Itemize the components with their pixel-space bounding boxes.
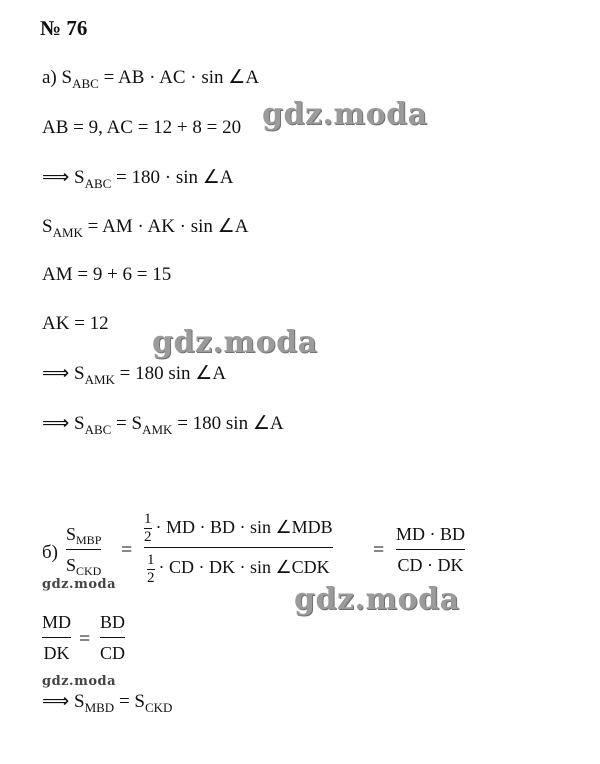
fraction-bar	[100, 637, 125, 638]
part-a-line-1: а) $S_{ABC}$ = AB · AC · sin ∠A	[42, 67, 260, 91]
part-a-line-2: AB = 9, AC = 12 + 8 = 20	[42, 117, 242, 138]
fraction-half-formula: $\frac{1}{2}$ · MD · BD · sin ∠MDB $\frac{1}{2}$ · CD · DK · sin ∠CDK	[144, 511, 333, 586]
watermark: gdz.moda	[262, 97, 428, 132]
fraction-area-ratio: $S_{MBP}$ $S_{CKD}$	[66, 524, 102, 578]
part-a-label: а)	[42, 67, 57, 88]
part-a-line-3: ⟹ $S_{ABC} = 180 \cdot \sin$ ∠A	[42, 167, 234, 191]
fraction-product-ratio: MD · BD CD · DK	[396, 524, 466, 575]
fraction-bar	[144, 547, 333, 548]
part-a-line-5: AM = 9 + 6 = 15	[42, 264, 172, 285]
equals-sign: =	[373, 539, 385, 561]
fraction-bar	[66, 549, 101, 550]
equals-sign: =	[79, 628, 91, 650]
fraction-md-dk: MD DK	[42, 612, 72, 663]
watermark: gdz.moda	[294, 582, 460, 617]
fraction-bd-cd: BD CD	[100, 612, 126, 663]
part-a-line-4: $S_{AMK}$ = AM · AK · sin ∠A	[42, 216, 249, 240]
problem-number: № 76	[40, 16, 88, 40]
watermark: gdz.moda	[152, 325, 318, 360]
part-a-line-7: ⟹ $S_{AMK} = 180$ sin ∠A	[42, 363, 227, 387]
part-b-label: б)	[42, 542, 58, 563]
watermark-small: gdz.moda	[42, 577, 117, 592]
part-a-line-8: ⟹ $S_{ABC} = S_{AMK} = 180$ sin ∠A	[42, 413, 284, 437]
fraction-bar	[42, 637, 71, 638]
equals-sign: =	[121, 539, 133, 561]
watermark-small: gdz.moda	[42, 674, 117, 689]
part-b-conclusion: ⟹ $S_{MBD} = S_{CKD}$	[42, 691, 173, 715]
part-a-line-6: AK = 12	[42, 313, 109, 334]
fraction-bar	[396, 549, 465, 550]
